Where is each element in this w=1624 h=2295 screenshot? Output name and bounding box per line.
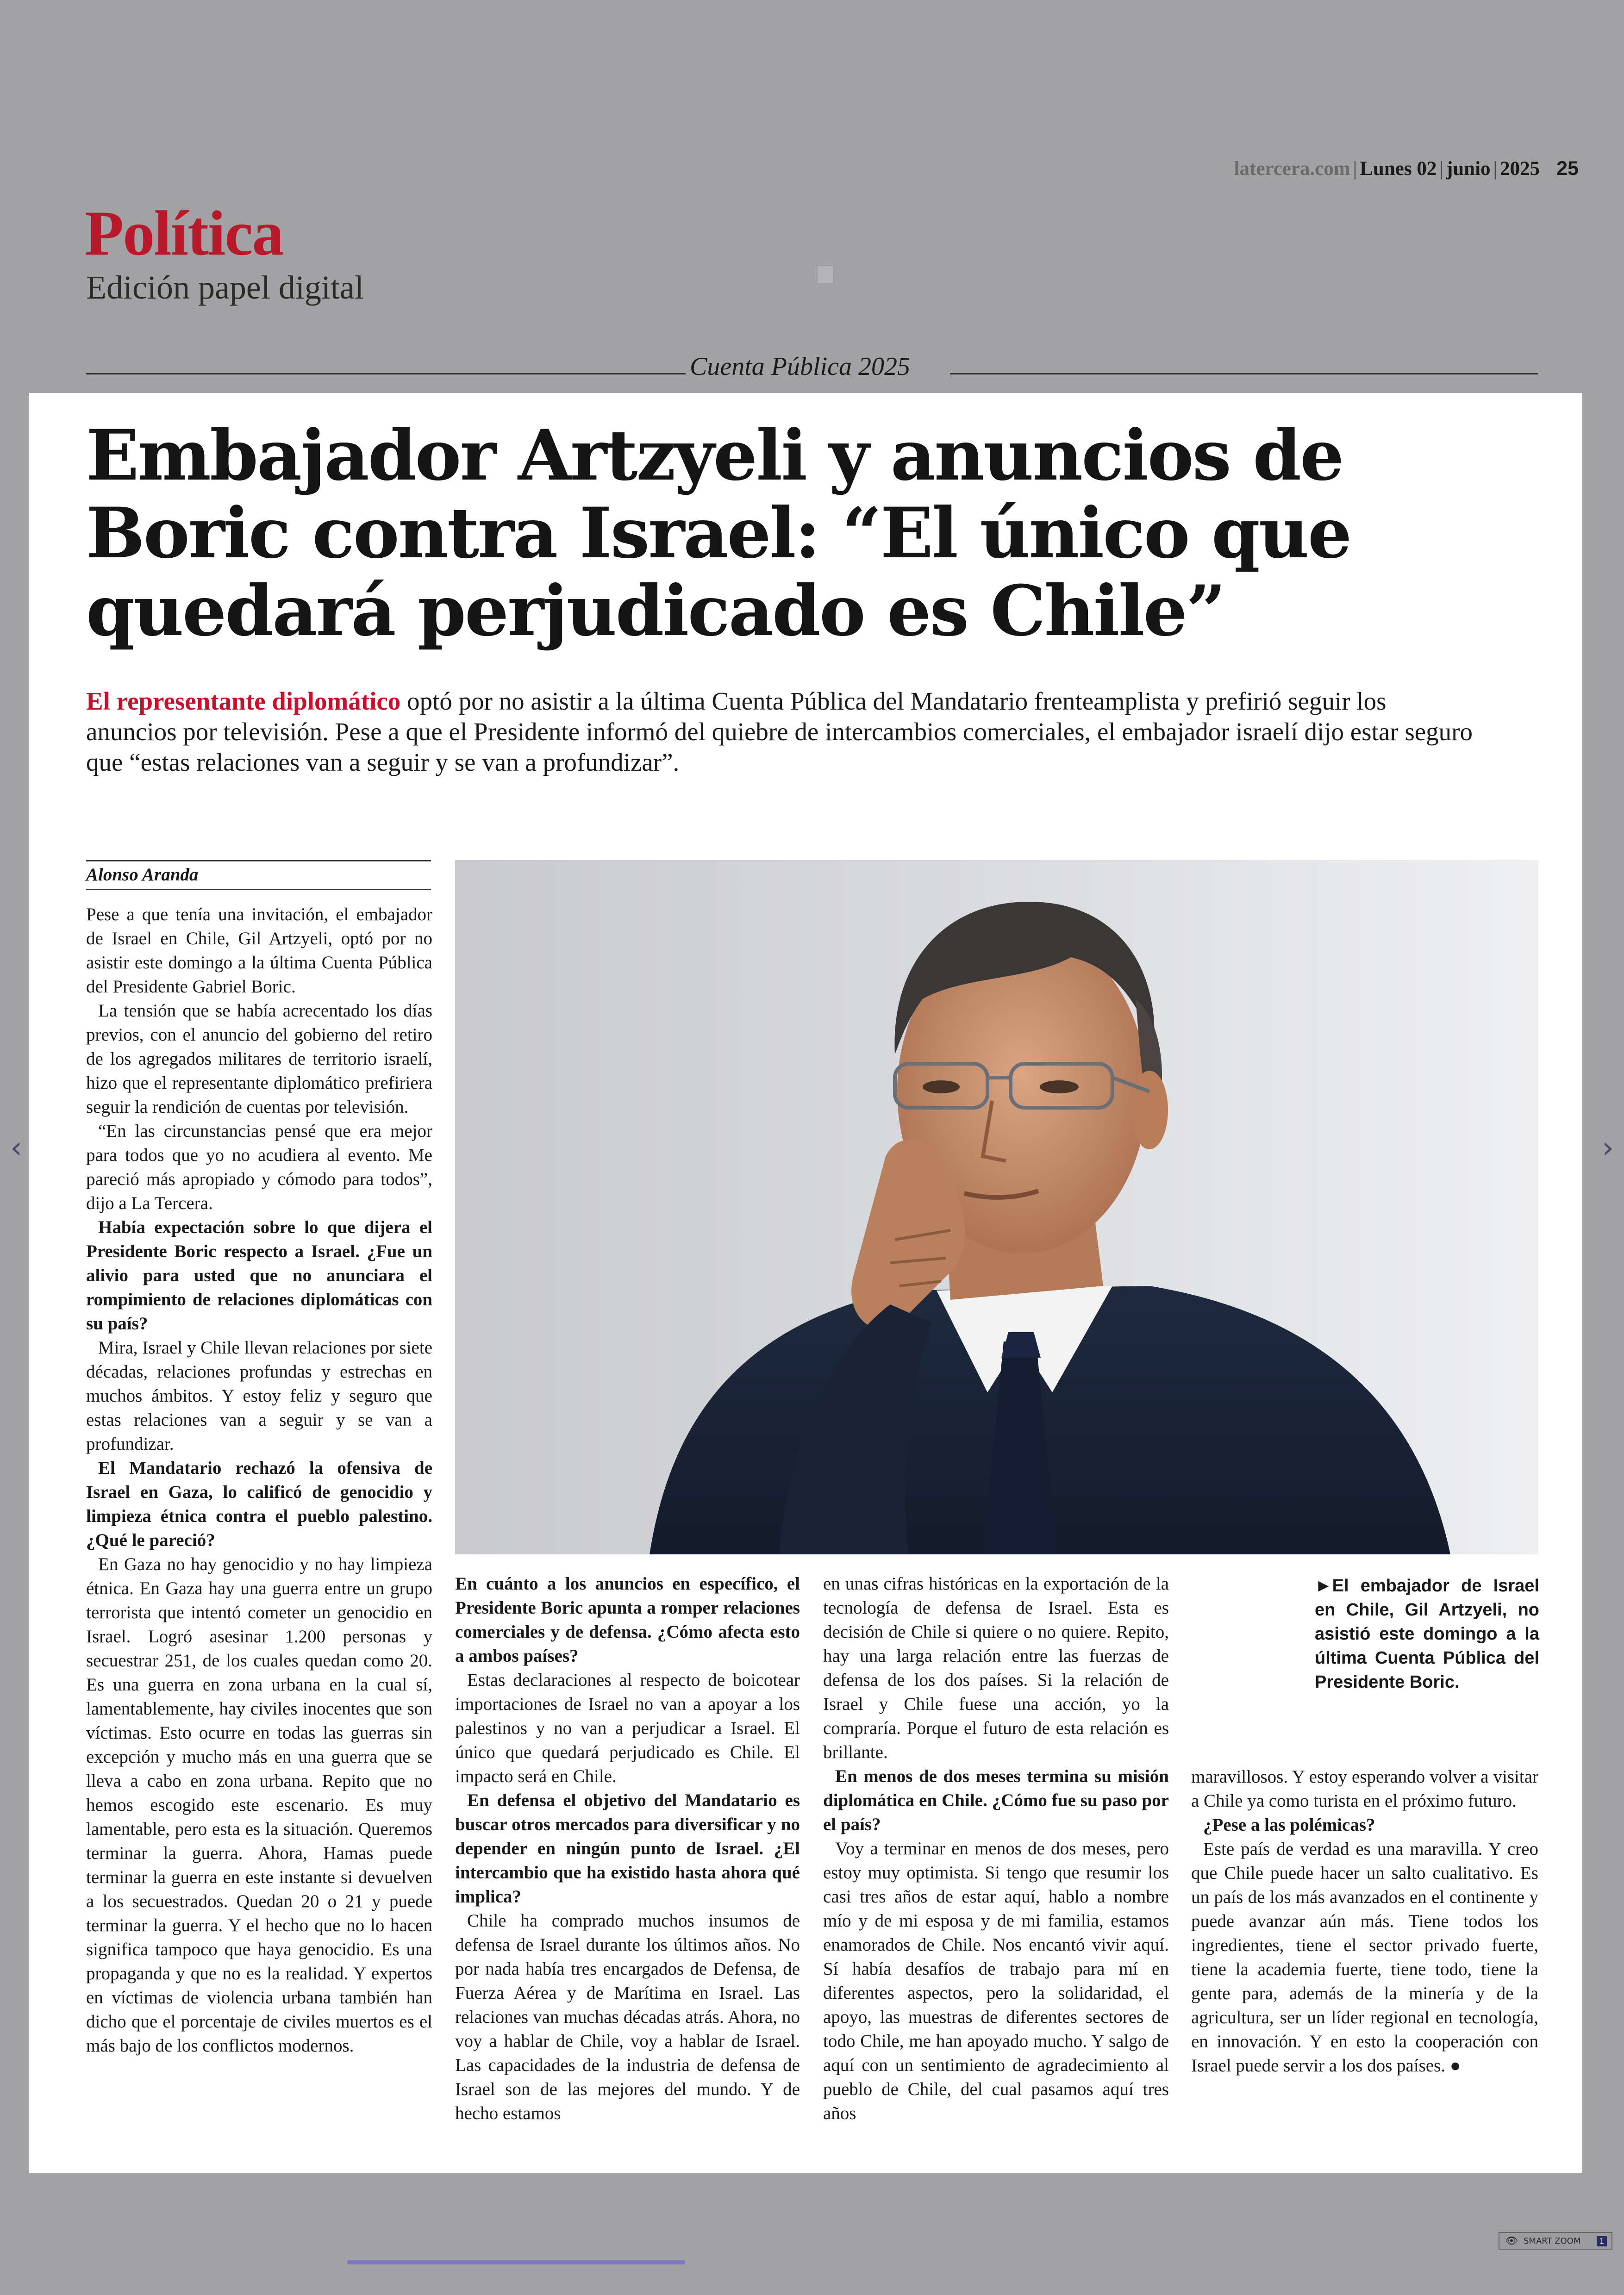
paragraph: Estas declaraciones al respecto de boicotear importaciones de Israel no van a apoyar a los palestinos y no van a perjudicar a Israel. El único que quedará perjudicado es Chile. El impacto será en Chile. — [455, 1670, 800, 1786]
site-name: latercera.com — [1234, 158, 1350, 180]
article-byline: Alonso Aranda — [86, 860, 431, 890]
paragraph: Pese a que tenía una invitación, el embajador de Israel en Chile, Gil Artzyeli, optó por no asistir este domingo a la última Cuenta Pública del Presidente Gabriel Boric. — [86, 904, 432, 997]
article-column-4 — [1191, 1765, 1538, 2135]
date-month: junio — [1446, 158, 1491, 180]
paragraph: maravillosos. Y estoy esperando volver a visitar a Chile ya como turista en el próximo futuro. — [1191, 1767, 1538, 1811]
smart-zoom-label: SMART ZOOM — [1524, 2236, 1581, 2246]
page-number: 25 — [1556, 157, 1579, 180]
paragraph: La tensión que se había acrecentado los días previos, con el anuncio del gobierno del retiro de los agregados militares de territorio israelí, hizo que el representante diplomático prefiriera seguir la rendición de cuentas por televisión. — [86, 1001, 432, 1117]
smart-zoom-button[interactable] — [1499, 2232, 1612, 2250]
kicker-rule-left — [86, 373, 686, 374]
paragraph: Voy a terminar en menos de dos meses, pero estoy muy optimista. Si tengo que resumir los casi tres años de estar aquí, hablo a nombre mío y de mi esposa y de mi familia, estamos enamorados de Chile. Nos encantó vivir aquí. Sí había desafíos de trabajo para mí en diferentes aspectos, pero la solidaridad, el apoyo, las muestras de diferentes sectores de todo Chile, me han apoyado mucho. Y salgo de aquí con un sentimiento de agradecimiento al pueblo de Chile, del cual pasamos aquí tres años — [823, 1839, 1169, 2123]
page-thumbnail-icon[interactable] — [817, 265, 834, 284]
interview-question: El Mandatario rechazó la ofensiva de Israel en Gaza, lo calificó de genocidio y limpieza étnica contra el pueblo palestino. ¿Qué le pareció? — [86, 1458, 432, 1550]
photo-caption: ►El embajador de Israel en Chile, Gil Artzyeli, no asistió este domingo a la última Cuenta Pública del Presidente Boric. — [1315, 1576, 1539, 1692]
article-column-3 — [823, 1572, 1169, 2127]
article-column-1 — [86, 903, 432, 2129]
smart-zoom-count: 1 — [1597, 2236, 1607, 2246]
next-page-arrow-icon[interactable]: › — [1602, 1131, 1614, 1165]
interview-question: Había expectación sobre lo que dijera el Presidente Boric respecto a Israel. ¿Fue un alivio para usted que no anunciara el rompimiento de relaciones diplomáticas con su país? — [86, 1217, 432, 1334]
section-subtitle: Edición papel digital — [86, 269, 364, 306]
paragraph: En Gaza no hay genocidio y no hay limpieza étnica. En Gaza hay una guerra entre un grupo terrorista que intentó cometer un genocidio en Israel. Logró asesinar 1.200 personas y secuestrar 251, de los cuales quedan como 20. Es una guerra en zona urbana en la cual sí, lamentablemente, hay civiles inocentes que son víctimas. Esto ocurre en todas las guerras sin excepción y mucho más en una guerra que se lleva a cabo en zona urbana. Repito que no hemos escogido este escenario. Es muy lamentable, pero esta es la situación. Queremos terminar la guerra. Ahora, Hamas puede terminar la guerra en este instante si devuelven a los secuestrados. Quedan 20 o 21 y puede terminar la guerra. Y el hecho que no lo hacen significa tampoco que haya genocidio. Es una propaganda y que no es la realidad. Y expertos en víctimas de violencia urbana también han dicho que el porcentaje de civiles muertos es el más bajo de los conflictos modernos. — [86, 1554, 432, 2056]
interview-question: En menos de dos meses termina su misión diplomática en Chile. ¿Cómo fue su paso por el país? — [823, 1766, 1169, 1834]
paragraph: Chile ha comprado muchos insumos de defensa de Israel durante los últimos años. No por nada había tres encargados de Defensa, de Fuerza Aérea y de Marítima en Israel. Las relaciones van muchas décadas atrás. Ahora, no voy a hablar de Chile, voy a hablar de Israel. Las capacidades de la industria de defensa de Israel son de las mejores del mundo. Y de hecho estamos — [455, 1911, 800, 2123]
interview-question: ¿Pese a las polémicas? — [1203, 1815, 1375, 1835]
paragraph: en unas cifras históricas en la exportación de la tecnología de defensa de Israel. Esta es decisión de Chile si quiere o no quiere. Repito, hay una larga relación entre las fuerzas de defensa de los dos países. Si la relación de Israel y Chile fuese una acción, yo la compraría. Porque el futuro de esta relación es brillante. — [823, 1574, 1169, 1762]
ambassador-photo — [455, 860, 1538, 1554]
date-year: 2025 — [1500, 158, 1540, 180]
kicker-rule-right — [950, 373, 1538, 374]
paragraph: “En las circunstancias pensé que era mejor para todos que yo no acudiera al evento. Me pareció más apropiado y cómodo para todos”, dijo a La Tercera. — [86, 1121, 432, 1213]
paragraph: Este país de verdad es una maravilla. Y creo que Chile puede hacer un salto cualitativo. Es un país de los más avanzados en el continente y puede avanzar aún más. Tiene todos los ingredientes, tiene el sector privado fuerte, tiene la academia fuerte, tiene todo, tiene la gente para, además de la minería y de la agricultura, ser un líder regional en tecnología, en innovación. Y en esto la cooperación con Israel puede servir a los dos países. ● — [1191, 1839, 1538, 2076]
article-column-2 — [455, 1572, 800, 2127]
section-kicker: Cuenta Pública 2025 — [690, 352, 910, 381]
masthead-dateline: latercera.com | Lunes 02 | junio | 2025 25 — [1234, 157, 1579, 180]
article-standfirst — [86, 686, 1480, 778]
article-headline: Embajador Artzyeli y anuncios de Boric contra Israel: “El único que quedará perjudicado es Chile” — [86, 415, 1351, 652]
eye-icon: 👁 — [1505, 2235, 1518, 2247]
section-title: Política — [85, 198, 283, 268]
standfirst-text: optó por no asistir a la última Cuenta Pública del Mandatario frenteamplista y prefirió seguir los anuncios por televisión. Pese a que el Presidente informó del quiebre de intercambios comerciales, el embajador israelí dijo estar seguro que “estas relaciones van a seguir y se van a profundizar”. — [86, 687, 1473, 776]
date-day: Lunes 02 — [1360, 158, 1437, 180]
interview-question: En cuánto a los anuncios en específico, el Presidente Boric apunta a romper relaciones comerciales y de defensa. ¿Cómo afecta esto a ambos países? — [455, 1574, 800, 1666]
interview-question: En defensa el objetivo del Mandatario es buscar otros mercados para diversificar y no depender en ningún punto de Israel. ¿El intercambio que ha existido hasta ahora qué implica? — [455, 1790, 800, 1907]
reading-progress-bar[interactable] — [347, 2260, 685, 2264]
standfirst-lead: El representante diplomático — [86, 687, 401, 715]
paragraph: Mira, Israel y Chile llevan relaciones por siete décadas, relaciones profundas y estrechas en muchos ámbitos. Y estoy feliz y seguro que estas relaciones van a seguir y se van a profundizar. — [86, 1338, 432, 1454]
previous-page-arrow-icon[interactable]: ‹ — [10, 1131, 22, 1165]
